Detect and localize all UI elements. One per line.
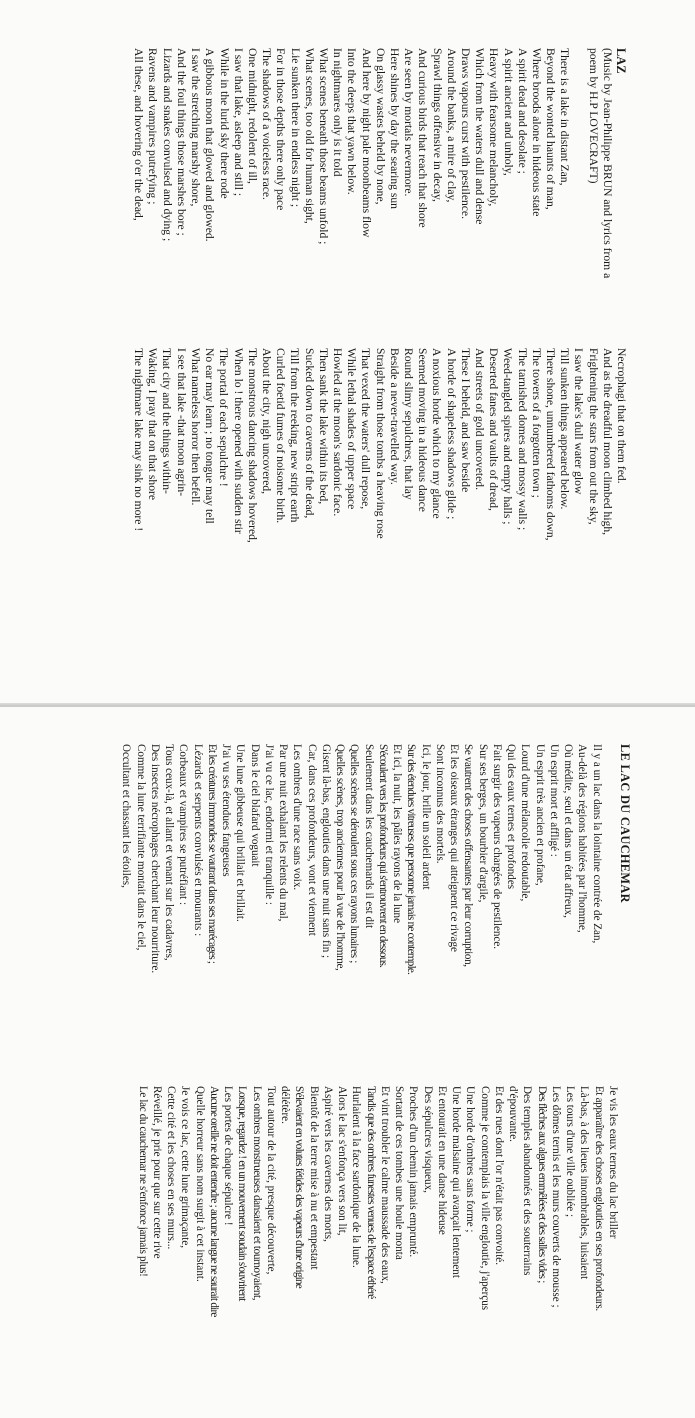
lyric-line: Gisent là-bas, englouties dans une nuit sans fin ; xyxy=(320,744,332,959)
lyric-line: Fait surgir des vapeurs chargées de pestilence. xyxy=(491,744,503,950)
lyric-line: A gibbous moon that glowed and glowed. xyxy=(203,48,217,242)
lyric-line: Into the deeps that yawn below. xyxy=(345,48,359,195)
lyric-line: Lie sunken there in endless night ; xyxy=(288,48,302,208)
lyric-line: S'écoulent vers les profondeurs qui s'entrouvrent en dessous. xyxy=(377,744,389,968)
lyric-line: A noxious horde which to my glance xyxy=(430,348,444,519)
lyric-line: Une lune gibbeuse qui brillait et brillait. xyxy=(234,744,247,922)
lyric-line: J'ai vu ses étendues fangeuses xyxy=(220,744,233,877)
lyric-line: Les dômes ternis et les murs couverts de mousse ; xyxy=(550,1086,562,1308)
lyric-line: The monstrous dancing shadows hovered, xyxy=(245,348,259,543)
lyric-line: The shadows of a voiceless race. xyxy=(260,48,274,200)
lyric-line: Réveillé, je prie pour que sur cette rive xyxy=(151,1086,163,1259)
lyric-line: Aspiré vers les cavernes des morts, xyxy=(322,1086,334,1242)
lyric-line: The nightmare lake may sink no more ! xyxy=(132,348,146,532)
lyric-line: Which from the waters dull and dense xyxy=(473,48,487,225)
lyric-line: Draws vapours curst with pestilence. xyxy=(458,48,472,219)
lyric-line: Till sunken things appeared below. xyxy=(558,348,572,510)
lyric-line: Dans le ciel blafard voguait xyxy=(248,744,261,867)
english-verse-1 xyxy=(131,48,571,278)
lyric-line: Une horde d'ombres sans forme ; xyxy=(464,1086,477,1233)
lyric-line: Here shines by day the searing sun xyxy=(387,48,401,209)
lyric-line: And the foul things those marshes bore ; xyxy=(174,48,188,236)
lyric-line: Et vint troubler le calme maussade des eaux, xyxy=(379,1086,391,1284)
english-column-1 xyxy=(131,48,628,278)
lyric-line: Tandis que des ombres funestes venues de l'espace éthéré xyxy=(364,1086,377,1299)
lyric-line: A spirit ancient and unholy, xyxy=(501,48,515,176)
lyric-line: When lo ! there opened with sudden stir xyxy=(231,348,245,534)
lyric-line: Et ici, la nuit, les pâles rayons de la lune xyxy=(391,744,404,923)
lyric-line: Là-bas, à des lieues innombrables, luisaient xyxy=(578,1086,591,1280)
lyric-line: While lethal shades of upper space xyxy=(345,348,359,510)
lyric-line: The tarnished domes and mossy walls ; xyxy=(515,348,529,531)
lyric-line: Sont inconnus des mortels. xyxy=(434,744,446,864)
lyric-line: Alors le lac s'enfonça vers son lit, xyxy=(336,1086,349,1236)
lyric-line: Et des rues dont l'or n'était pas convoité. xyxy=(493,1086,505,1265)
lyric-line: Sur ses berges, un bourbier d'argile, xyxy=(476,744,489,903)
lyric-line: Par une nuit exhalant les relents du mal, xyxy=(277,744,290,922)
lyric-line: Seemed moving in a hideous dance xyxy=(416,348,430,512)
lyric-line: Les ombres d'une race sans voix. xyxy=(291,744,304,891)
lyric-line: A horde of shapeless shadows glide ; xyxy=(444,348,458,520)
lyric-line: Are seen by mortals nevermore. xyxy=(402,48,416,197)
lyric-line: What scenes, too old for human sight, xyxy=(302,48,316,224)
lyric-line: Je vis les eaux ternes du lac briller xyxy=(607,1086,619,1239)
lyric-line: Quelles scènes se déroulent sous ces rayons lunaires ; xyxy=(348,744,361,963)
lyric-line: That vexed the waters' dull repose, xyxy=(359,348,373,510)
lyric-line: And here by night pale moonbeams flow xyxy=(359,48,373,238)
lyric-line: Sprawl things offensive in decay, xyxy=(430,48,444,202)
lyric-line: J'ai vu ce lac, endormi et tranquille : xyxy=(263,744,275,905)
french-column-2 xyxy=(136,1086,621,1317)
lyric-line: Then sank the lake within its bed, xyxy=(316,348,330,505)
english-verse-2 xyxy=(131,348,628,543)
lyric-line: Comme la lune terrifiante montait dans le ciel, xyxy=(134,744,147,951)
lyric-line: Quelle horreur sans nom surgit à cet instant. xyxy=(193,1086,206,1282)
lyric-line: Et les créatures immondes se vautrant dans ses marécages ; xyxy=(206,744,218,964)
lyric-line: These I beheld, and saw beside xyxy=(458,348,472,493)
lyric-line: Et les oiseaux étranges qui atteignent ce rivage xyxy=(448,744,461,952)
lyric-line: Un esprit très ancien et profane, xyxy=(533,744,546,886)
lyric-line: For in those depths there only pace xyxy=(274,48,288,211)
lyric-line: Ravens and vampires putrefying ; xyxy=(146,48,160,205)
lyric-line: Lézards et serpents convulsés et mourants : xyxy=(191,744,204,937)
lyric-line: And streets of gold uncoveted. xyxy=(472,348,486,490)
lyric-line: Round slimy sepulchres, that lay xyxy=(401,348,415,500)
lyric-line: délétère. xyxy=(279,1086,292,1124)
lyric-line: I saw the lake's dull water glow xyxy=(572,348,586,495)
lyric-line: Weed-tangled spires and empty halls ; xyxy=(501,348,515,525)
lyric-line: Beyond the wonted haunts of man, xyxy=(544,48,558,210)
lyric-line: Lizards and snakes convulsed and dying ; xyxy=(160,48,174,242)
lyric-line: Deserted fanes and vaults of dread, xyxy=(487,348,501,511)
lyric-line: Les ombres monstrueuses dansaient et tournoyaient, xyxy=(250,1086,263,1301)
lyric-line: About the city, nigh uncovered, xyxy=(259,348,273,495)
lyric-line: Hurlaient à la face sardonique de la lune. xyxy=(350,1086,363,1268)
english-title: LAZ xyxy=(614,48,628,74)
lyric-line: Till from the reeking, new stript earth xyxy=(288,348,302,523)
lyric-line: Et entourait en une danse hideuse xyxy=(436,1086,448,1235)
lyric-line: There shone, unnumbered fathoms down, xyxy=(543,348,557,541)
lyric-line: Beside a never-travelled way. xyxy=(387,348,401,485)
lyric-line: Des flèches aux algues emmêlées et des salles vides ; xyxy=(535,1086,548,1283)
lyric-line: d'épouvante. xyxy=(507,1086,520,1142)
lyric-line: Bientôt de la terre mise à nu et empestant xyxy=(307,1086,320,1270)
lyric-line: In nightmares only is it told xyxy=(331,48,345,177)
lyric-line: Et apparaître des choses englouties en ses profondeurs. xyxy=(592,1086,605,1311)
lyric-line: Sur des étendues vitreuses que personne jamais ne contemple. xyxy=(405,744,418,975)
lyric-line: Occultant et chassant les étoiles, xyxy=(120,744,133,888)
lyric-line: Des sépulcres visqueux, xyxy=(421,1086,434,1193)
lyric-line: Sortant de ces tombes une houle monta xyxy=(393,1086,406,1260)
lyric-line: That city and the things within- xyxy=(160,348,174,494)
french-column-1 xyxy=(119,744,632,974)
lyric-line: Lourd d'une mélancolie redoutable, xyxy=(519,744,532,902)
lyric-line: One midnight, redolent of ill, xyxy=(245,48,259,184)
lyric-line: Howled at the moon's sardonic face. xyxy=(330,348,344,517)
lyric-line: What nameless horror then befell. xyxy=(188,348,202,506)
lyric-line: The towers of a forgotten town ; xyxy=(529,348,543,498)
lyric-line: Heavy with fearsome melancholy, xyxy=(487,48,501,207)
lyric-line: And curious birds that reach that shore xyxy=(416,48,430,228)
english-lyrics xyxy=(68,48,628,648)
lyric-line: Les tours d'une ville oubliée ; xyxy=(564,1086,577,1218)
lyric-line: Curled foetid fumes of noisome birth. xyxy=(274,348,288,524)
lyric-line: Lorsque, regardez ! en un mouvement soudain s'ouvrirent xyxy=(236,1086,249,1301)
lyric-line: While in the lurid sky there rode xyxy=(217,48,231,199)
lyric-line: There is a lake in distant Zan, xyxy=(558,48,572,186)
lyric-line: Corbeaux et vampires se putréfiant : xyxy=(177,744,190,906)
lyric-line: Aucune oreille ne doit entendre ; aucune langue ne saurait dire xyxy=(208,1086,220,1317)
lyric-line: Des temples abandonnés et des souterrains xyxy=(521,1086,534,1276)
lyric-line: I see that lake -that moon agrin- xyxy=(174,348,188,497)
lyric-line: Car, dans ces profondeurs, vont et viennent xyxy=(305,744,318,936)
lyric-line: S'élevaient en volutes fétides des vapeurs d'une origine xyxy=(293,1086,306,1288)
lyric-line: Straight from those tombs a heaving rose xyxy=(373,348,387,539)
lyric-line: Around the banks, a mire of clay, xyxy=(444,48,458,203)
lyric-line: Where broods alone in hideous state xyxy=(529,48,543,217)
lyric-line: Comme je contemplais la ville engloutie, j'aperçus xyxy=(478,1086,491,1311)
lyric-line: No ear may learn ; no tongue may tell xyxy=(203,348,217,524)
english-credit-line: (Music by Jean-Philippe BRUN and lyrics from a xyxy=(600,48,614,279)
lyric-line: What scenes beneath those beams unfold ; xyxy=(316,48,330,245)
lyric-line: Le lac du cauchemar ne s'enfonce jamais plus! xyxy=(136,1086,149,1277)
lyric-line: Où médite, seul et dans un état affreux, xyxy=(562,744,575,918)
lyric-line: On glassy wastes beheld by none, xyxy=(373,48,387,205)
lyric-line: Les portes de chaque sépulcre ! xyxy=(222,1086,235,1226)
lyric-line: Des insectes nécrophages cherchant leur nourriture. xyxy=(149,744,161,974)
lyric-line: Frightening the stars from out the sky, xyxy=(586,348,600,525)
lyric-line: Tout autour de la cité, presque découverte, xyxy=(265,1086,277,1275)
lyric-line: Waking, I pray that on that shore xyxy=(146,348,160,500)
lyric-line: Seulement dans les cauchemards il est dit xyxy=(362,744,375,929)
lyric-line: Au-delà des régions habitées par l'homme, xyxy=(576,744,589,933)
lyric-line: Une horde malsaine qui avançait lentement xyxy=(450,1086,463,1278)
lyric-line: A spirit dead and desolate ; xyxy=(515,48,529,174)
french-lyrics xyxy=(72,744,632,1384)
lyric-line: Il y a un lac dans la lointaine contrée de Zan, xyxy=(590,744,603,944)
lyric-line: Cette cité et les choses en ses murs... xyxy=(165,1086,178,1250)
lyric-line: Tous ceux-là, et allant et venant sur les cadavres, xyxy=(163,744,176,961)
lyric-line: All these, and hovering o'er the dead, xyxy=(132,48,146,221)
lyric-line: Se vautrent des choses offensantes par leur corruption, xyxy=(462,744,475,967)
french-verse-1 xyxy=(119,744,604,974)
lyric-line: The portal of each sepulchre ! xyxy=(217,348,231,487)
lyric-line: Un esprit mort et affligé : xyxy=(548,744,560,857)
lyric-line: Sucked down to caverns of the dead, xyxy=(302,348,316,519)
lyric-line: And as the dreadful moon climbed high, xyxy=(600,348,614,536)
lyric-line: Je vois ce lac, cette lune grimaçante, xyxy=(179,1086,192,1249)
lyric-line: Ici, le jour, brille un soleil ardent xyxy=(419,744,432,890)
lyric-line: Qui des eaux ternes et profondes xyxy=(505,744,518,890)
lyric-line: Quelles scènes, trop anciennes pour la vue de l'homme, xyxy=(334,744,347,971)
french-verse-2 xyxy=(136,1086,621,1317)
lyric-line: I saw that lake, asleep and still ; xyxy=(231,48,245,197)
lyric-line: Necrophagi that on them fed. xyxy=(615,348,628,484)
lyric-line: Proches d'un chemin jamais emprunté. xyxy=(407,1086,420,1258)
french-title: LE LAC DU CAUCHEMAR xyxy=(618,744,632,903)
english-credit-line: poem by H.P LOVECRAFT) xyxy=(586,48,600,184)
english-column-2 xyxy=(131,348,628,543)
lyric-line: I saw the stretching marshy shore, xyxy=(189,48,203,207)
